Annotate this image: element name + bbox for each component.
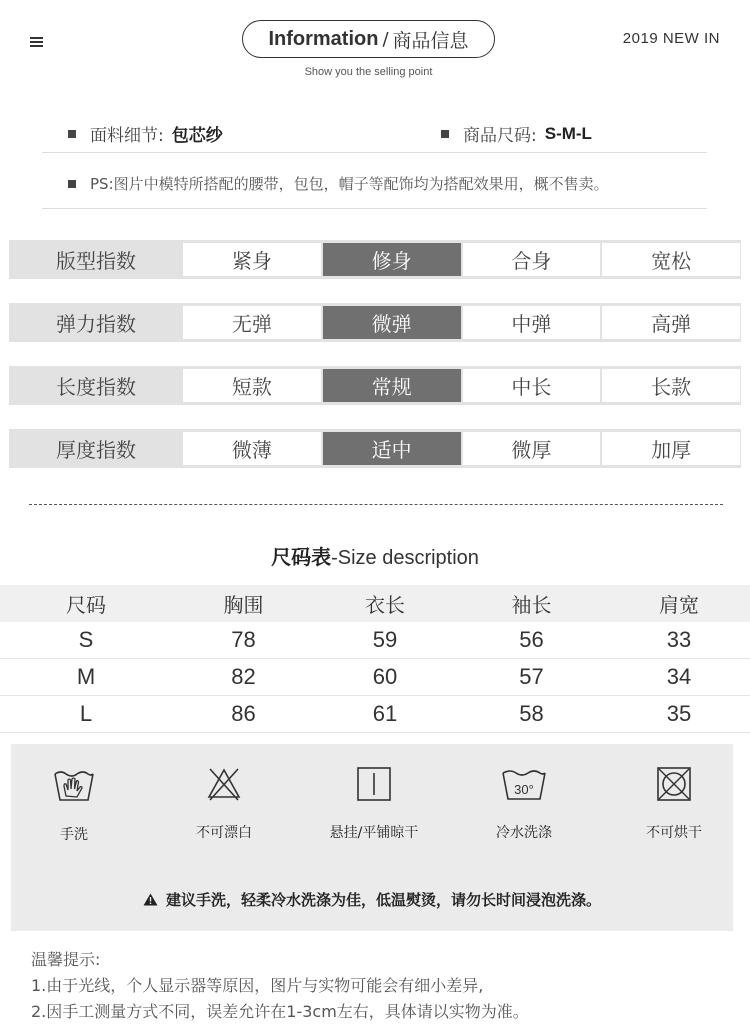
- table-cell: 82: [231, 664, 256, 689]
- care-note-text: 建议手洗，轻柔冷水洗涤为佳，低温熨烫，请勿长时间浸泡洗涤。: [165, 891, 601, 909]
- table-cell: 34: [666, 664, 692, 689]
- index-option: 高弹: [602, 306, 740, 339]
- care-note: [11, 889, 733, 910]
- info-row-fabric-size: [42, 110, 707, 153]
- index-row: [9, 303, 741, 342]
- index-option-selected: 适中: [323, 432, 461, 465]
- care-item-no-tumble-dry: [614, 766, 734, 842]
- fabric-detail: [68, 121, 223, 146]
- index-option: 长款: [602, 369, 740, 402]
- table-cell: 86: [231, 701, 256, 726]
- title-separator: /: [382, 28, 389, 50]
- temp-label: 30°: [514, 782, 534, 797]
- index-option: 短款: [183, 369, 321, 402]
- care-label: 手洗: [60, 827, 88, 843]
- tips-line: 1.由于光线，个人显示器等原因，图片与实物可能会有细小差异,: [31, 976, 484, 995]
- index-label: 厚度指数: [56, 438, 136, 462]
- table-cell: M: [76, 664, 96, 689]
- table-cell: 33: [666, 627, 692, 652]
- care-item-cold-wash: [464, 766, 584, 842]
- index-row: [9, 240, 741, 279]
- care-label: 悬挂/平铺晾干: [329, 825, 419, 841]
- table-cell: 57: [519, 664, 544, 689]
- section-title-pill: [242, 20, 495, 58]
- index-option: 微厚: [463, 432, 601, 465]
- tips-section: [31, 947, 529, 1025]
- bullet-icon: [68, 180, 76, 188]
- care-item-no-bleach: [164, 766, 284, 842]
- hand-wash-icon: [52, 766, 96, 804]
- index-options: [183, 243, 740, 276]
- index-option: 中长: [463, 369, 601, 402]
- index-option: 宽松: [602, 243, 740, 276]
- index-options: [183, 432, 740, 465]
- header-cell: 肩宽: [659, 593, 699, 617]
- table-cell: L: [79, 701, 93, 726]
- care-item-hand-wash: [14, 766, 134, 844]
- header-cell: 袖长: [511, 593, 552, 617]
- subtitle: Show you the selling point: [304, 66, 433, 78]
- index-option: 加厚: [602, 432, 740, 465]
- tips-title: 温馨提示:: [31, 950, 101, 969]
- cold-wash-icon: [500, 766, 548, 802]
- no-bleach-icon: [205, 766, 243, 802]
- index-label: 弹力指数: [56, 312, 136, 336]
- menu-icon[interactable]: [30, 37, 43, 47]
- index-options: [183, 306, 740, 339]
- table-row: [0, 696, 750, 733]
- index-option-selected: 微弹: [323, 306, 461, 339]
- care-instructions-panel: [11, 744, 733, 931]
- size-label: 商品尺码:: [463, 126, 537, 146]
- header-cell: 尺码: [66, 593, 106, 617]
- title-en: Information: [268, 27, 379, 50]
- ps-text: PS:图片中模特所搭配的腰带，包包，帽子等配饰均为搭配效果用，概不售卖。: [90, 175, 609, 193]
- hang-dry-icon: [356, 766, 392, 802]
- table-row: [0, 659, 750, 696]
- table-row: [0, 622, 750, 659]
- index-option: 紧身: [183, 243, 321, 276]
- table-cell: 35: [666, 701, 692, 726]
- ps-note: [68, 173, 609, 194]
- size-table-header: [0, 585, 750, 622]
- tips-line: 2.因手工测量方式不同，误差允许在1-3cm左右，具体请以实物为准。: [31, 1002, 529, 1021]
- size-chart-title: [0, 541, 750, 570]
- no-tumble-dry-icon: [656, 766, 692, 802]
- index-label: 长度指数: [56, 375, 136, 399]
- size-value: S-M-L: [544, 123, 592, 143]
- care-label: 不可烘干: [646, 825, 702, 841]
- table-cell: 58: [519, 701, 544, 726]
- fabric-value: 包芯纱: [171, 126, 223, 146]
- info-row-ps: [42, 153, 707, 209]
- warning-icon: [143, 893, 158, 906]
- index-option-selected: 常规: [323, 369, 461, 402]
- header-cell: 胸围: [223, 593, 264, 617]
- dashed-divider: [29, 504, 723, 505]
- size-title-cn: 尺码表: [271, 545, 332, 569]
- bullet-icon: [441, 130, 449, 138]
- care-item-hang-dry: [314, 766, 434, 842]
- fabric-label: 面料细节:: [90, 126, 164, 146]
- index-option: 无弹: [183, 306, 321, 339]
- index-label: 版型指数: [56, 249, 136, 273]
- index-option-selected: 修身: [323, 243, 461, 276]
- index-option: 合身: [463, 243, 601, 276]
- table-cell: 59: [372, 627, 398, 652]
- bullet-icon: [68, 130, 76, 138]
- size-title-en: -Size description: [331, 547, 479, 569]
- table-cell: 60: [372, 664, 398, 689]
- index-option: 中弹: [463, 306, 601, 339]
- care-label: 冷水洗涤: [496, 825, 552, 841]
- table-cell: 56: [519, 627, 544, 652]
- care-label: 不可漂白: [196, 825, 252, 841]
- index-options: [183, 369, 740, 402]
- index-row: [9, 429, 741, 468]
- table-cell: 61: [372, 701, 398, 726]
- table-cell: 78: [231, 627, 256, 652]
- size-table: [0, 585, 750, 733]
- index-option: 微薄: [183, 432, 321, 465]
- header-cell: 衣长: [365, 593, 405, 617]
- table-cell: S: [78, 627, 94, 652]
- index-row: [9, 366, 741, 405]
- title-cn: 商品信息: [392, 29, 469, 52]
- new-in-tag: 2019 NEW IN: [622, 30, 720, 47]
- size-detail: [441, 121, 592, 146]
